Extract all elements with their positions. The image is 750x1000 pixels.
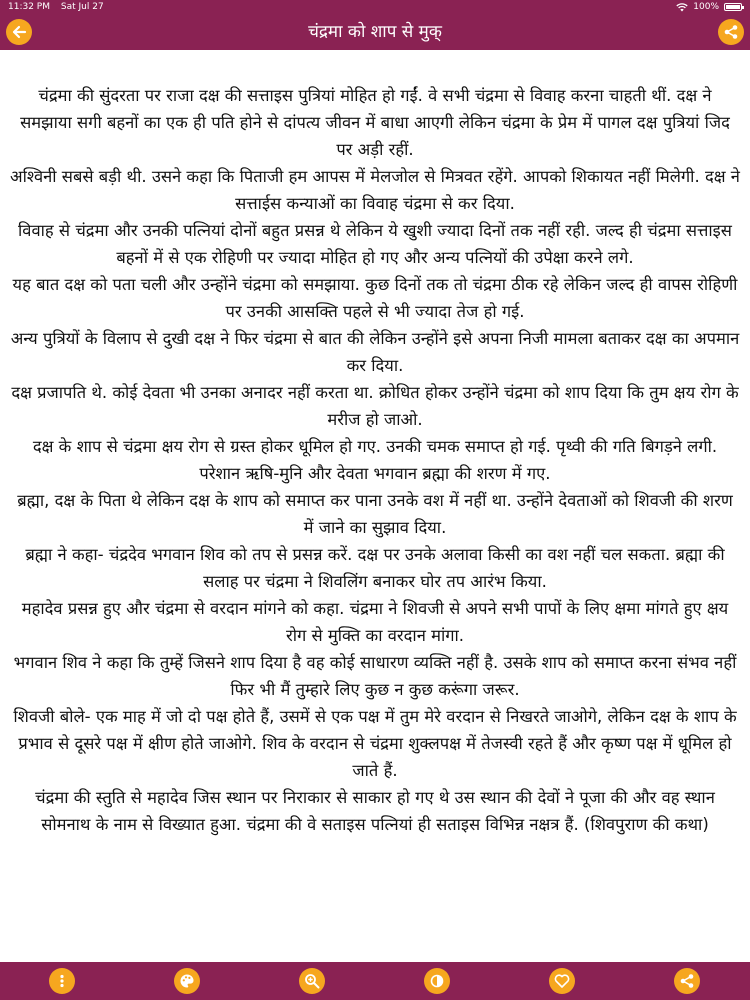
story-paragraph: दक्ष प्रजापति थे. कोई देवता भी उनका अनादर नहीं करता था. क्रोधित होकर उन्होंने चंद्रमा को शाप दिया कि तुम क्षय रोग के मरीज हो जाओ. bbox=[11, 383, 739, 429]
story-paragraph: चंद्रमा की सुंदरता पर राजा दक्ष की सत्ताइस पुत्रियां मोहित हो गईं. वे सभी चंद्रमा से विवाह करना चाहती थीं. दक्ष ने समझाया सगी बहनों का एक ही पति होने से दांपत्य जीवन में बाधा आएगी लेकिन चंद्रमा के प्रेम में पागल दक्ष पुत्रियां जिद पर अड़ी रहीं. bbox=[20, 86, 730, 159]
story-paragraph: अश्विनी सबसे बड़ी थी. उसने कहा कि पिताजी हम आपस में मेलजोल से मित्रवत रहेंगे. आपको शिकायत नहीं मिलेगी. दक्ष ने सत्ताईस कन्याओं का विवाह चंद्रमा से कर दिया. bbox=[10, 167, 740, 213]
heart-icon bbox=[554, 973, 570, 989]
brightness-icon bbox=[429, 973, 445, 989]
bottom-share-button[interactable] bbox=[674, 968, 700, 994]
status-bar bbox=[0, 0, 750, 14]
story-paragraph: भगवान शिव ने कहा कि तुम्हें जिसने शाप दिया है वह कोई साधारण व्यक्ति नहीं है. उसके शाप को समाप्त करना संभव नहीं फिर भी मैं तुम्हारे लिए कुछ न कुछ करूंगा जरूर. bbox=[13, 653, 737, 699]
battery-level bbox=[726, 5, 740, 9]
navigation-bar bbox=[0, 14, 750, 50]
favorite-button[interactable] bbox=[549, 968, 575, 994]
page-title: चंद्रमा को शाप से मुक् bbox=[308, 22, 442, 42]
battery-icon bbox=[724, 3, 742, 11]
brightness-button[interactable] bbox=[424, 968, 450, 994]
zoom-button[interactable] bbox=[299, 968, 325, 994]
wifi-icon bbox=[676, 3, 688, 12]
story-paragraph: महादेव प्रसन्न हुए और चंद्रमा से वरदान मांगने को कहा. चंद्रमा ने शिवजी से अपने सभी पापों के लिए क्षमा मांगते हुए क्षय रोग से मुक्ति का वरदान मांगा. bbox=[21, 599, 729, 645]
story-paragraph: शिवजी बोले- एक माह में जो दो पक्ष होते हैं, उसमें से एक पक्ष में तुम मेरे वरदान से निखरते जाओगे, लेकिन दक्ष के शाप के प्रभाव से दूसरे पक्ष में क्षीण होते जाओगे. शिव के वरदान से चंद्रमा शुक्लपक्ष में तेजस्वी रहते हैं और कृष्ण पक्ष में धूमिल हो जाते हैं. bbox=[13, 707, 737, 780]
story-paragraph: ब्रह्मा, दक्ष के पिता थे लेकिन दक्ष के शाप को समाप्त कर पाना उनके वश में नहीं था. उन्होंने देवताओं को शिवजी की शरण में जाने का सुझाव दिया. bbox=[17, 491, 733, 537]
menu-button[interactable] bbox=[49, 968, 75, 994]
story-paragraph: ब्रह्मा ने कहा- चंद्रदेव भगवान शिव को तप से प्रसन्न करें. दक्ष पर उनके अलावा किसी का वश नहीं चल सकता. ब्रह्मा की सलाह पर चंद्रमा ने शिवलिंग बनाकर घोर तप आरंभ किया. bbox=[25, 545, 725, 591]
status-time: 11:32 PM bbox=[8, 2, 50, 12]
share-icon bbox=[679, 973, 695, 989]
bottom-toolbar bbox=[0, 962, 750, 1000]
zoom-icon bbox=[304, 973, 320, 989]
story-paragraph: विवाह से चंद्रमा और उनकी पत्नियां दोनों बहुत प्रसन्न थे लेकिन ये खुशी ज्यादा दिनों तक नहीं रही. जल्द ही चंद्रमा सत्ताइस बहनों में से एक रोहिणी पर ज्यादा मोहित हो गए और अन्य पत्नियों की उपेक्षा करने लगे. bbox=[18, 221, 732, 267]
battery-percent: 100% bbox=[693, 2, 719, 12]
story-paragraph: चंद्रमा की स्तुति से महादेव जिस स्थान पर निराकार से साकार हो गए थे उस स्थान की देवों ने पूजा की और वह स्थान सोमनाथ के नाम से विख्यात हुआ. चंद्रमा की वे सताइस पत्नियां ही सताइस विभिन्न नक्षत्र हैं. (शिवपुराण की कथा) bbox=[35, 788, 715, 834]
menu-dots-icon bbox=[55, 974, 69, 988]
theme-button[interactable] bbox=[174, 968, 200, 994]
share-button[interactable] bbox=[718, 19, 744, 45]
palette-icon bbox=[179, 973, 195, 989]
story-paragraph: अन्य पुत्रियों के विलाप से दुखी दक्ष ने फिर चंद्रमा से बात की लेकिन उन्होंने इसे अपना निजी मामला बताकर दक्ष का अपमान कर दिया. bbox=[10, 329, 740, 375]
share-icon bbox=[723, 24, 739, 40]
story-paragraph: यह बात दक्ष को पता चली और उन्होंने चंद्रमा को समझाया. कुछ दिनों तक तो चंद्रमा ठीक रहे लेकिन जल्द ही वापस रोहिणी पर उनकी आसक्ति पहले से भी ज्यादा तेज हो गई. bbox=[12, 275, 738, 321]
status-date: Sat Jul 27 bbox=[60, 2, 104, 12]
story-content bbox=[10, 82, 740, 838]
story-paragraph: दक्ष के शाप से चंद्रमा क्षय रोग से ग्रस्त होकर धूमिल हो गए. उनकी चमक समाप्त हो गई. पृथ्वी की गति बिगड़ने लगी. परेशान ऋषि-मुनि और देवता भगवान ब्रह्मा की शरण में गए. bbox=[32, 437, 718, 483]
